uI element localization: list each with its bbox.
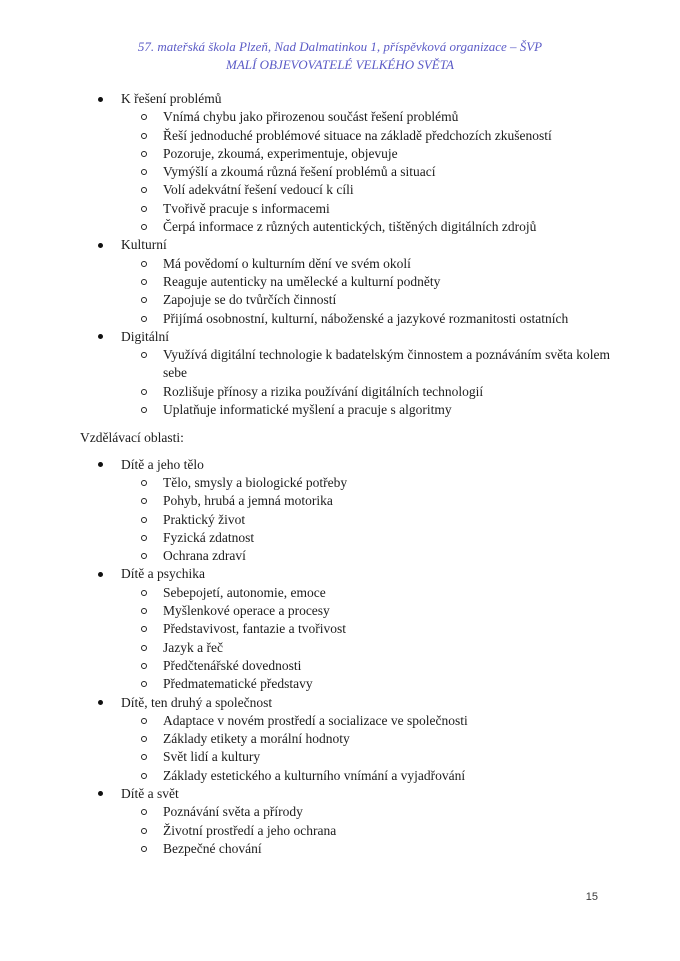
list-item: Volí adekvátní řešení vedoucí k cíli	[80, 181, 610, 199]
list-group-child-body	[80, 456, 610, 566]
list-group-digital	[80, 328, 610, 419]
list-item: Bezpečné chování	[80, 840, 610, 858]
list-item: Rozlišuje přínosy a rizika používání digitálních technologií	[80, 383, 610, 401]
list-item: Vymýšlí a zkoumá různá řešení problémů a situací	[80, 163, 610, 181]
list-item: Představivost, fantazie a tvořivost	[80, 620, 610, 638]
list-item: Základy estetického a kulturního vnímání a vyjadřování	[80, 767, 610, 785]
list-item: Jazyk a řeč	[80, 639, 610, 657]
list-item: Poznávání světa a přírody	[80, 803, 610, 821]
list-group-child-psyche	[80, 565, 610, 693]
header-line-1: 57. mateřská škola Plzeň, Nad Dalmatinkou 1, příspěvková organizace – ŠVP	[137, 39, 543, 54]
list-item: Fyzická zdatnost	[80, 529, 610, 547]
sub-list	[80, 255, 610, 328]
list-item: Uplatňuje informatické myšlení a pracuje s algoritmy	[80, 401, 610, 419]
sub-list	[80, 346, 610, 419]
page-header	[0, 0, 680, 73]
sub-list	[80, 712, 610, 785]
sub-list	[80, 584, 610, 694]
sub-list	[80, 803, 610, 858]
list-item: Předmatematické představy	[80, 675, 610, 693]
list-item: Tělo, smysly a biologické potřeby	[80, 474, 610, 492]
list-item: Základy etikety a morální hodnoty	[80, 730, 610, 748]
group-title: Dítě a jeho tělo	[121, 456, 204, 472]
list-item: Využívá digitální technologie k badatelským činnostem a poznáváním světa kolem sebe	[80, 346, 610, 383]
list-item: Řeší jednoduché problémové situace na základě předchozích zkušeností	[80, 127, 610, 145]
list-item: Čerpá informace z různých autentických, tištěných digitálních zdrojů	[80, 218, 610, 236]
list-item: Sebepojetí, autonomie, emoce	[80, 584, 610, 602]
list-item: Předčtenářské dovednosti	[80, 657, 610, 675]
list-item: Má povědomí o kulturním dění ve svém okolí	[80, 255, 610, 273]
education-areas-list	[80, 456, 610, 859]
list-group-child-society	[80, 694, 610, 785]
list-group-problem-solving	[80, 90, 610, 236]
list-item: Pozoruje, zkoumá, experimentuje, objevuje	[80, 145, 610, 163]
group-title: Kulturní	[121, 237, 167, 253]
list-item: Svět lidí a kultury	[80, 748, 610, 766]
list-item: Zapojuje se do tvůrčích činností	[80, 291, 610, 309]
group-title: Dítě a svět	[121, 785, 179, 801]
list-item: Vnímá chybu jako přirozenou součást řešení problémů	[80, 108, 610, 126]
list-item: Reaguje autenticky na umělecké a kulturní podněty	[80, 273, 610, 291]
group-title: Dítě a psychika	[121, 566, 205, 582]
document-body	[80, 90, 610, 858]
list-item: Myšlenkové operace a procesy	[80, 602, 610, 620]
list-item: Životní prostředí a jeho ochrana	[80, 822, 610, 840]
group-title: K řešení problémů	[121, 91, 222, 106]
page-number: 15	[585, 891, 598, 903]
list-item: Praktický život	[80, 511, 610, 529]
sub-list	[80, 108, 610, 236]
list-group-child-world	[80, 785, 610, 858]
group-title: Dítě, ten druhý a společnost	[121, 694, 273, 710]
list-item: Pohyb, hrubá a jemná motorika	[80, 492, 610, 510]
list-item: Tvořivě pracuje s informacemi	[80, 200, 610, 218]
competencies-list	[80, 90, 610, 419]
section-heading: Vzdělávací oblasti:	[80, 430, 184, 446]
list-group-cultural	[80, 236, 610, 327]
header-line-2: MALÍ OBJEVOVATELÉ VELKÉHO SVĚTA	[226, 56, 454, 72]
sub-list	[80, 474, 610, 565]
list-item: Přijímá osobnostní, kulturní, náboženské a jazykové rozmanitosti ostatních	[80, 310, 610, 328]
list-item: Adaptace v novém prostředí a socializace ve společnosti	[80, 712, 610, 730]
group-title: Digitální	[121, 328, 169, 344]
list-item: Ochrana zdraví	[80, 547, 610, 565]
